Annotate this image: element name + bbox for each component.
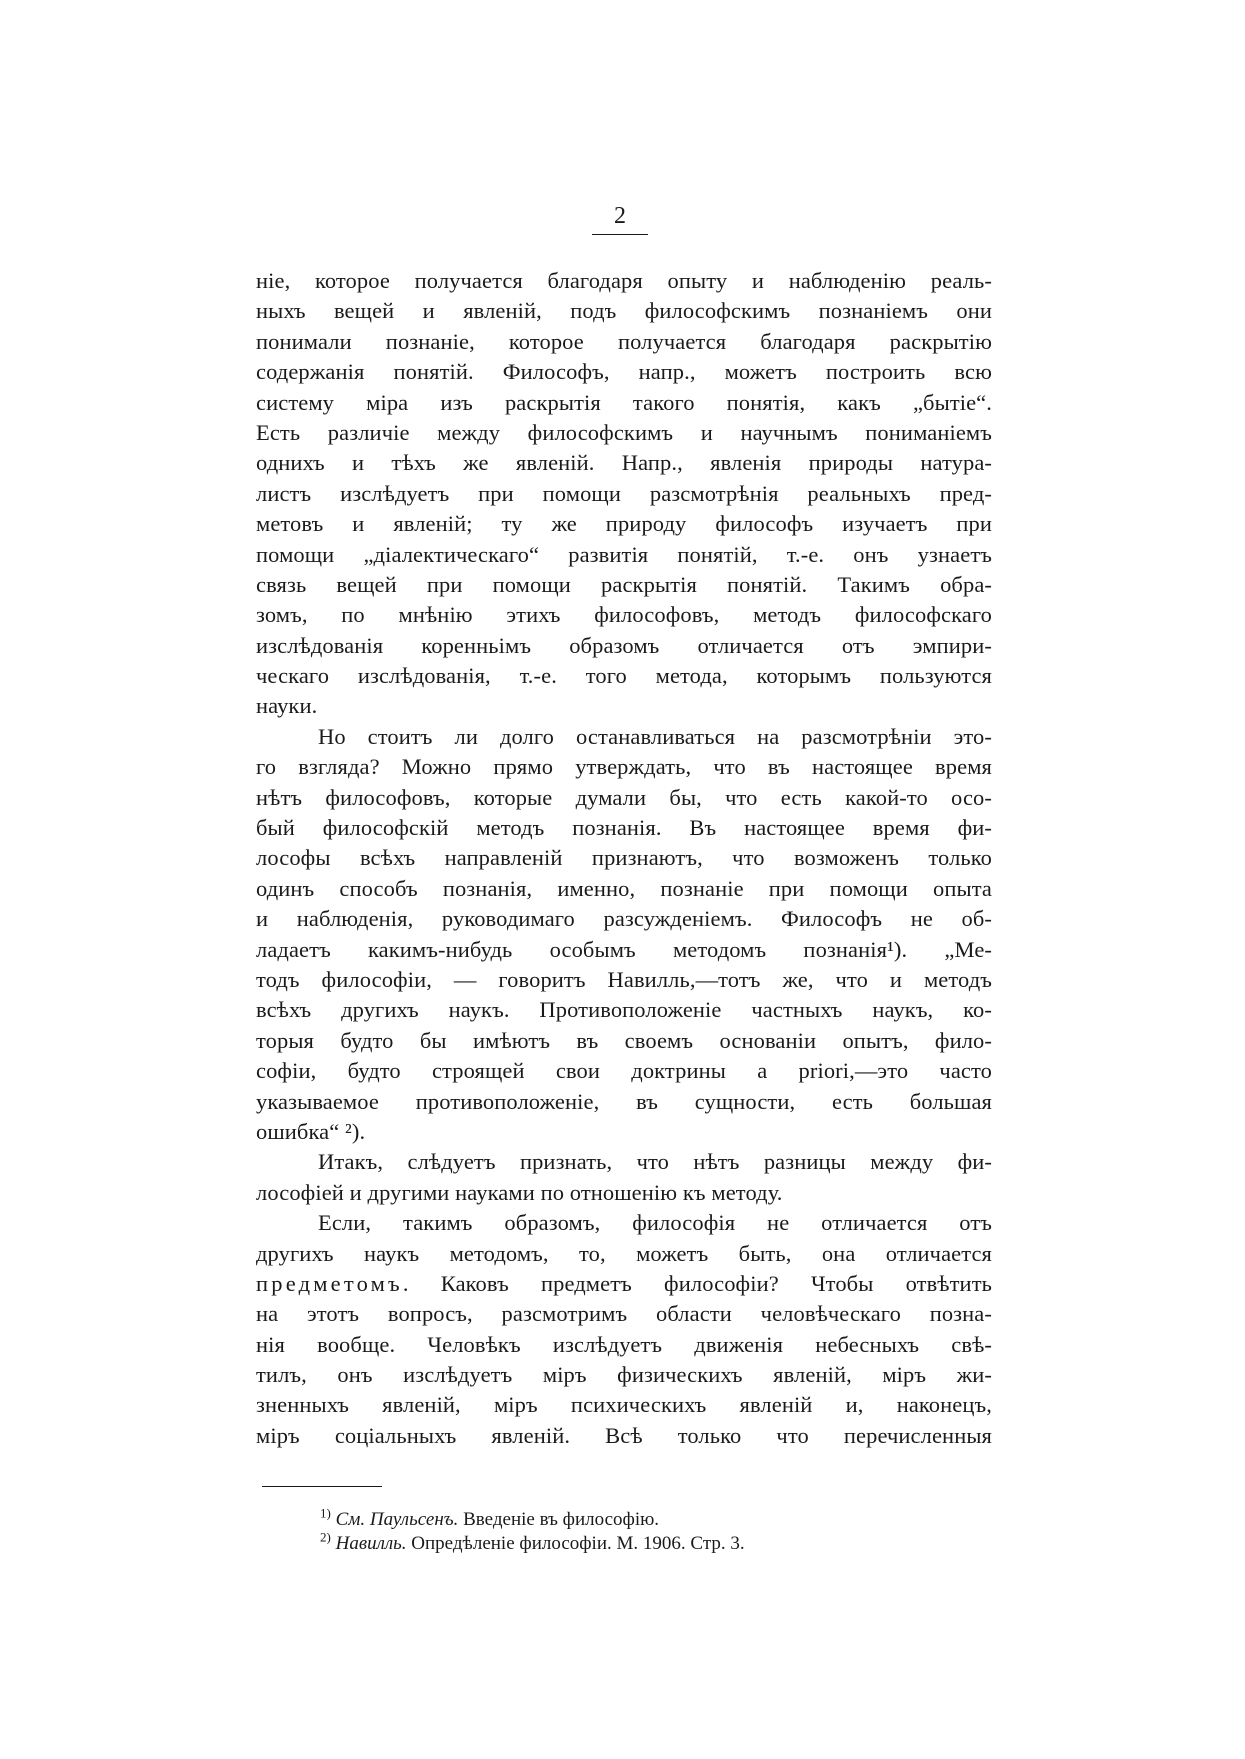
text-line: Если, такимъ образомъ, философія не отличается отъ [318, 1210, 992, 1236]
text-line: понимали познаніе, которое получается благодаря раскрытію [256, 328, 992, 354]
footnote-2 [320, 1529, 920, 1556]
text-line: ладаетъ какимъ-нибудь особымъ методомъ познанія¹). „Ме- [256, 936, 992, 962]
text-line: ошибка“ ²). [256, 1118, 366, 1144]
footnote-text: Опредѣленіе философіи. М. 1906. Стр. 3. [411, 1533, 745, 1554]
text-line: изслѣдованія коренньімъ образомъ отличается отъ эмпири- [256, 632, 992, 658]
text-line: бый философскій методъ познанія. Въ настоящее время фи- [256, 815, 992, 841]
text-line: однихъ и тѣхъ же явленій. Напр., явленія природы натура- [256, 450, 992, 476]
emphasized-word: предметомъ [256, 1270, 403, 1296]
footnote-author: Навилль. [335, 1533, 407, 1554]
text-line: систему міра изъ раскрытія такого понятія, какъ „бытіе“. [256, 389, 992, 415]
page-number-rule [592, 234, 648, 235]
footnote-1 [320, 1505, 920, 1532]
footnote-text: Введеніе въ философію. [463, 1509, 660, 1530]
text-line: метовъ и явленій; ту же природу философъ изучаетъ при [256, 511, 992, 537]
text-line: ніе, которое получается благодаря опыту и наблюденію реаль- [256, 268, 992, 293]
text-line: міръ соціальныхъ явленій. Всѣ только что перечисленныя [256, 1422, 992, 1448]
text-line: зомъ, по мнѣнію этихъ философовъ, методъ философскаго [256, 602, 992, 628]
text-line: науки. [256, 693, 318, 719]
text-line: торыя будто бы имѣютъ въ своемъ основаніи опытъ, фило- [256, 1027, 992, 1053]
text-line: другихъ наукъ методомъ, то, можетъ быть, она отличается [256, 1240, 992, 1266]
body-text [256, 266, 992, 1451]
text-line: на этотъ вопросъ, разсмотримъ области человѣческаго позна- [256, 1301, 992, 1327]
text-line: нія вообще. Человѣкъ изслѣдуетъ движенія небесныхъ свѣ- [256, 1331, 992, 1357]
footnote-mark: 1) [320, 1505, 331, 1521]
footnote-rule [262, 1486, 382, 1487]
text-line: предметомъ. Каковъ предметъ философіи? Чтобы отвѣтить [256, 1270, 992, 1296]
text-line: софіи, будто строящей свои доктрины a priori,—это часто [256, 1058, 992, 1084]
text-line: тилъ, онъ изслѣдуетъ міръ физическихъ явленій, міръ жи- [256, 1362, 992, 1388]
text-line: помощи „діалектическаго“ развитія понятій, т.-е. онъ узнаетъ [256, 541, 992, 567]
text-line: лософы всѣхъ направленій признаютъ, что возможенъ только [256, 845, 992, 871]
text-line: ныхъ вещей и явленій, подъ философскимъ познаніемъ они [256, 298, 992, 324]
text-line: нѣтъ философовъ, которые думали бы, что есть какой-то осо- [256, 784, 992, 810]
text-line: Есть различіе между философскимъ и научнымъ пониманіемъ [256, 419, 992, 445]
text-line: содержанія понятій. Философъ, напр., можетъ построить всю [256, 359, 992, 385]
text-line: го взгляда? Можно прямо утверждать, что въ настоящее время [256, 754, 992, 780]
text-line: Итакъ, слѣдуетъ признать, что нѣтъ разницы между фи- [318, 1149, 992, 1175]
footnotes [320, 1505, 920, 1556]
text-line: всѣхъ другихъ наукъ. Противоположеніе частныхъ наукъ, ко- [256, 997, 992, 1023]
text-line: Но стоитъ ли долго останавливаться на разсмотрѣніи это- [318, 723, 992, 749]
text-line: лософіей и другими науками по отношенію къ методу. [256, 1179, 783, 1205]
footnote-mark: 2) [320, 1529, 331, 1545]
text-line: листъ изслѣдуетъ при помощи разсмотрѣнія реальныхъ пред- [256, 480, 992, 506]
text-line: тодъ философіи, — говоритъ Навилль,—тотъ же, что и методъ [256, 966, 992, 992]
text-line: связь вещей при помощи раскрытія понятій. Такимъ обра- [256, 571, 992, 597]
text-line: ческаго изслѣдованія, т.-е. того метода, которымъ пользуются [256, 663, 992, 689]
footnote-author: См. Паульсенъ. [335, 1509, 459, 1530]
text-line: зненныхъ явленій, міръ психическихъ явленій и, наконецъ, [256, 1392, 992, 1418]
text-line: одинъ способъ познанія, именно, познаніе при помощи опыта [256, 875, 992, 901]
text-line: указываемое противоположеніе, въ сущности, есть большая [256, 1088, 992, 1114]
text-line: и наблюденія, руководимаго разсужденіемъ. Философъ не об- [256, 906, 992, 932]
page-number: 2 [614, 203, 626, 229]
